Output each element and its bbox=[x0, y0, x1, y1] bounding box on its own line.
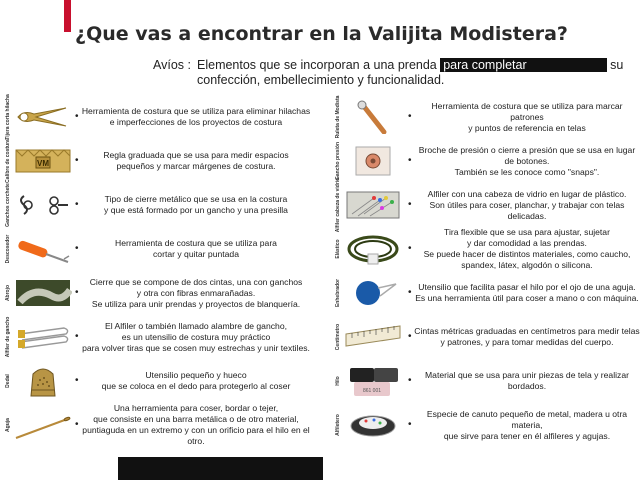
item-description-text: Tipo de cierre metálico que se usa en la costura y que está formado por un gancho y una presilla bbox=[104, 194, 288, 215]
item-label bbox=[332, 177, 344, 233]
item-label-text: Gancho presión bbox=[335, 141, 341, 181]
item-label-text: Alfiletero bbox=[335, 414, 341, 436]
bullet-icon: • bbox=[75, 419, 79, 430]
item-description bbox=[414, 229, 640, 269]
bullet-icon: • bbox=[408, 287, 412, 298]
item-label-text: Alfiler cabeza de vidrio bbox=[335, 177, 341, 233]
right-item-row bbox=[0, 229, 643, 269]
bullet-icon: • bbox=[408, 111, 412, 122]
bullet-icon: • bbox=[75, 331, 79, 342]
item-label bbox=[332, 317, 344, 357]
item-label-text: Dedal bbox=[5, 374, 11, 388]
item-label bbox=[332, 361, 344, 401]
avios-text-start: Elementos que se incorporan a una prenda bbox=[197, 58, 441, 72]
bullet-icon: • bbox=[75, 287, 79, 298]
needle-threader-icon bbox=[344, 276, 402, 310]
item-label-text: Ganchos corchete bbox=[5, 183, 11, 227]
item-description-text: Especie de canuto pequeño de metal, madera u otra materia, que sirve para tener en él alfileres y agujas. bbox=[426, 408, 628, 441]
item-label bbox=[332, 97, 344, 137]
bullet-icon: • bbox=[75, 199, 79, 210]
item-description-text: Alfiler con una cabeza de vidrio en lugar de plástico. Son útiles para coser, planchar, y trabajar con telas delicadas. bbox=[427, 188, 627, 221]
item-description-text: Una herramienta para coser, bordar o tejer, que consiste en una barra metálica o de otro material, puntiaguda en un extremo y con un orificio para el hilo en el otro. bbox=[82, 403, 310, 446]
elastic-icon bbox=[344, 232, 402, 266]
item-description-text: El Alfiler o también llamado alambre de gancho, es un utensilio de costura muy práctico para volver tiras que se cosen muy estrechas y unir textiles. bbox=[82, 320, 310, 353]
item-description-text: Regla graduada que se usa para medir espacios pequeños y marcar márgenes de costura. bbox=[103, 150, 289, 171]
item-description-text: Herramienta de costura que se utiliza para marcar patrones y puntos de referencia en telas bbox=[431, 100, 623, 133]
bullet-icon: • bbox=[408, 199, 412, 210]
item-description bbox=[414, 97, 640, 137]
item-description-text: Herramienta de costura que se utiliza para eliminar hilachas e imperfecciones de los proyectos de costura bbox=[81, 106, 311, 127]
item-description-text: Cintas métricas graduadas en centímetros para medir telas y patrones, y para tomar medidas del cuerpo. bbox=[414, 326, 640, 347]
right-item-row bbox=[0, 361, 643, 401]
right-item-row bbox=[0, 405, 643, 445]
item-label bbox=[332, 273, 344, 313]
item-label-text: Hilo bbox=[335, 376, 341, 386]
glass-head-pins-icon bbox=[344, 188, 402, 222]
item-label bbox=[332, 405, 344, 445]
item-description-text: Utensilio pequeño y hueco que se coloca en el dedo para protegerlo al coser bbox=[101, 370, 291, 391]
bottom-black-bar bbox=[118, 457, 323, 480]
item-description bbox=[414, 185, 640, 225]
thread-spools-icon bbox=[344, 364, 402, 398]
item-description bbox=[414, 361, 640, 401]
right-item-row bbox=[0, 317, 643, 357]
avios-text-end: su confección, embellecimiento y funcionalidad. bbox=[197, 58, 624, 87]
item-label-text: Aguja bbox=[5, 418, 11, 432]
item-description-text: Utensilio que facilita pasar el hilo por el ojo de una aguja. Es una herramienta útil para coser a mano o con máquina. bbox=[415, 282, 639, 303]
item-label-text: Calibre de costura bbox=[5, 139, 11, 183]
item-description-text: Broche de presión o cierre a presión que se usa en lugar de botones. También se les conoce como "snaps". bbox=[418, 144, 636, 177]
right-item-row bbox=[0, 141, 643, 181]
avios-highlight: para completar bbox=[440, 58, 606, 72]
item-label bbox=[332, 141, 344, 181]
item-description-text: Tira flexible que se usa para ajustar, sujetar y dar comodidad a las prendas. Se puede hacer de distintos materiales, como caucho, spandex, látex, algodón o silicona. bbox=[423, 227, 631, 270]
item-label-text: Elástico bbox=[335, 239, 341, 259]
bullet-icon: • bbox=[408, 243, 412, 254]
item-description bbox=[414, 273, 640, 313]
item-label-text: Abrojo bbox=[5, 284, 11, 302]
bullet-icon: • bbox=[75, 155, 79, 166]
item-description-text: Material que se usa para unir piezas de tela y realizar bordados. bbox=[425, 370, 629, 391]
page-title: ¿Que vas a encontrar en la Valijita Modistera? bbox=[75, 23, 568, 45]
item-label-text: Descosedor bbox=[5, 234, 11, 264]
tracing-wheel-icon bbox=[344, 100, 402, 134]
item-description-text: Cierre que se compone de dos cintas, una con ganchos y otra con fibras enmarañadas. Se utiliza para unir prendas y proyectos de blanquería. bbox=[89, 276, 303, 309]
item-description bbox=[414, 141, 640, 181]
item-description-text: Herramienta de costura que se utiliza para cortar y quitar puntada bbox=[115, 238, 277, 259]
bullet-icon: • bbox=[408, 419, 412, 430]
bullet-icon: • bbox=[408, 331, 412, 342]
item-label-text: Tijera corta hilacha bbox=[5, 94, 11, 140]
snap-button-icon bbox=[344, 144, 402, 178]
tape-measure-icon bbox=[344, 320, 402, 354]
bullet-icon: • bbox=[408, 155, 412, 166]
bullet-icon: • bbox=[75, 111, 79, 122]
item-label-text: Centímetro bbox=[335, 323, 341, 351]
item-label-text: Alfiler de gancho bbox=[5, 316, 11, 358]
right-item-row bbox=[0, 97, 643, 137]
item-description bbox=[414, 317, 640, 357]
item-label-text: Ruleta de Modista bbox=[335, 95, 341, 139]
item-label-text: Enhebrador bbox=[335, 278, 341, 308]
bullet-icon: • bbox=[75, 375, 79, 386]
right-item-row bbox=[0, 273, 643, 313]
bullet-icon: • bbox=[75, 243, 79, 254]
avios-definition bbox=[197, 58, 637, 88]
right-item-row bbox=[0, 177, 643, 233]
pincushion-icon bbox=[344, 408, 402, 442]
item-label bbox=[332, 229, 344, 269]
avios-label: Avíos : bbox=[153, 58, 191, 72]
item-description bbox=[414, 405, 640, 445]
bullet-icon: • bbox=[408, 375, 412, 386]
